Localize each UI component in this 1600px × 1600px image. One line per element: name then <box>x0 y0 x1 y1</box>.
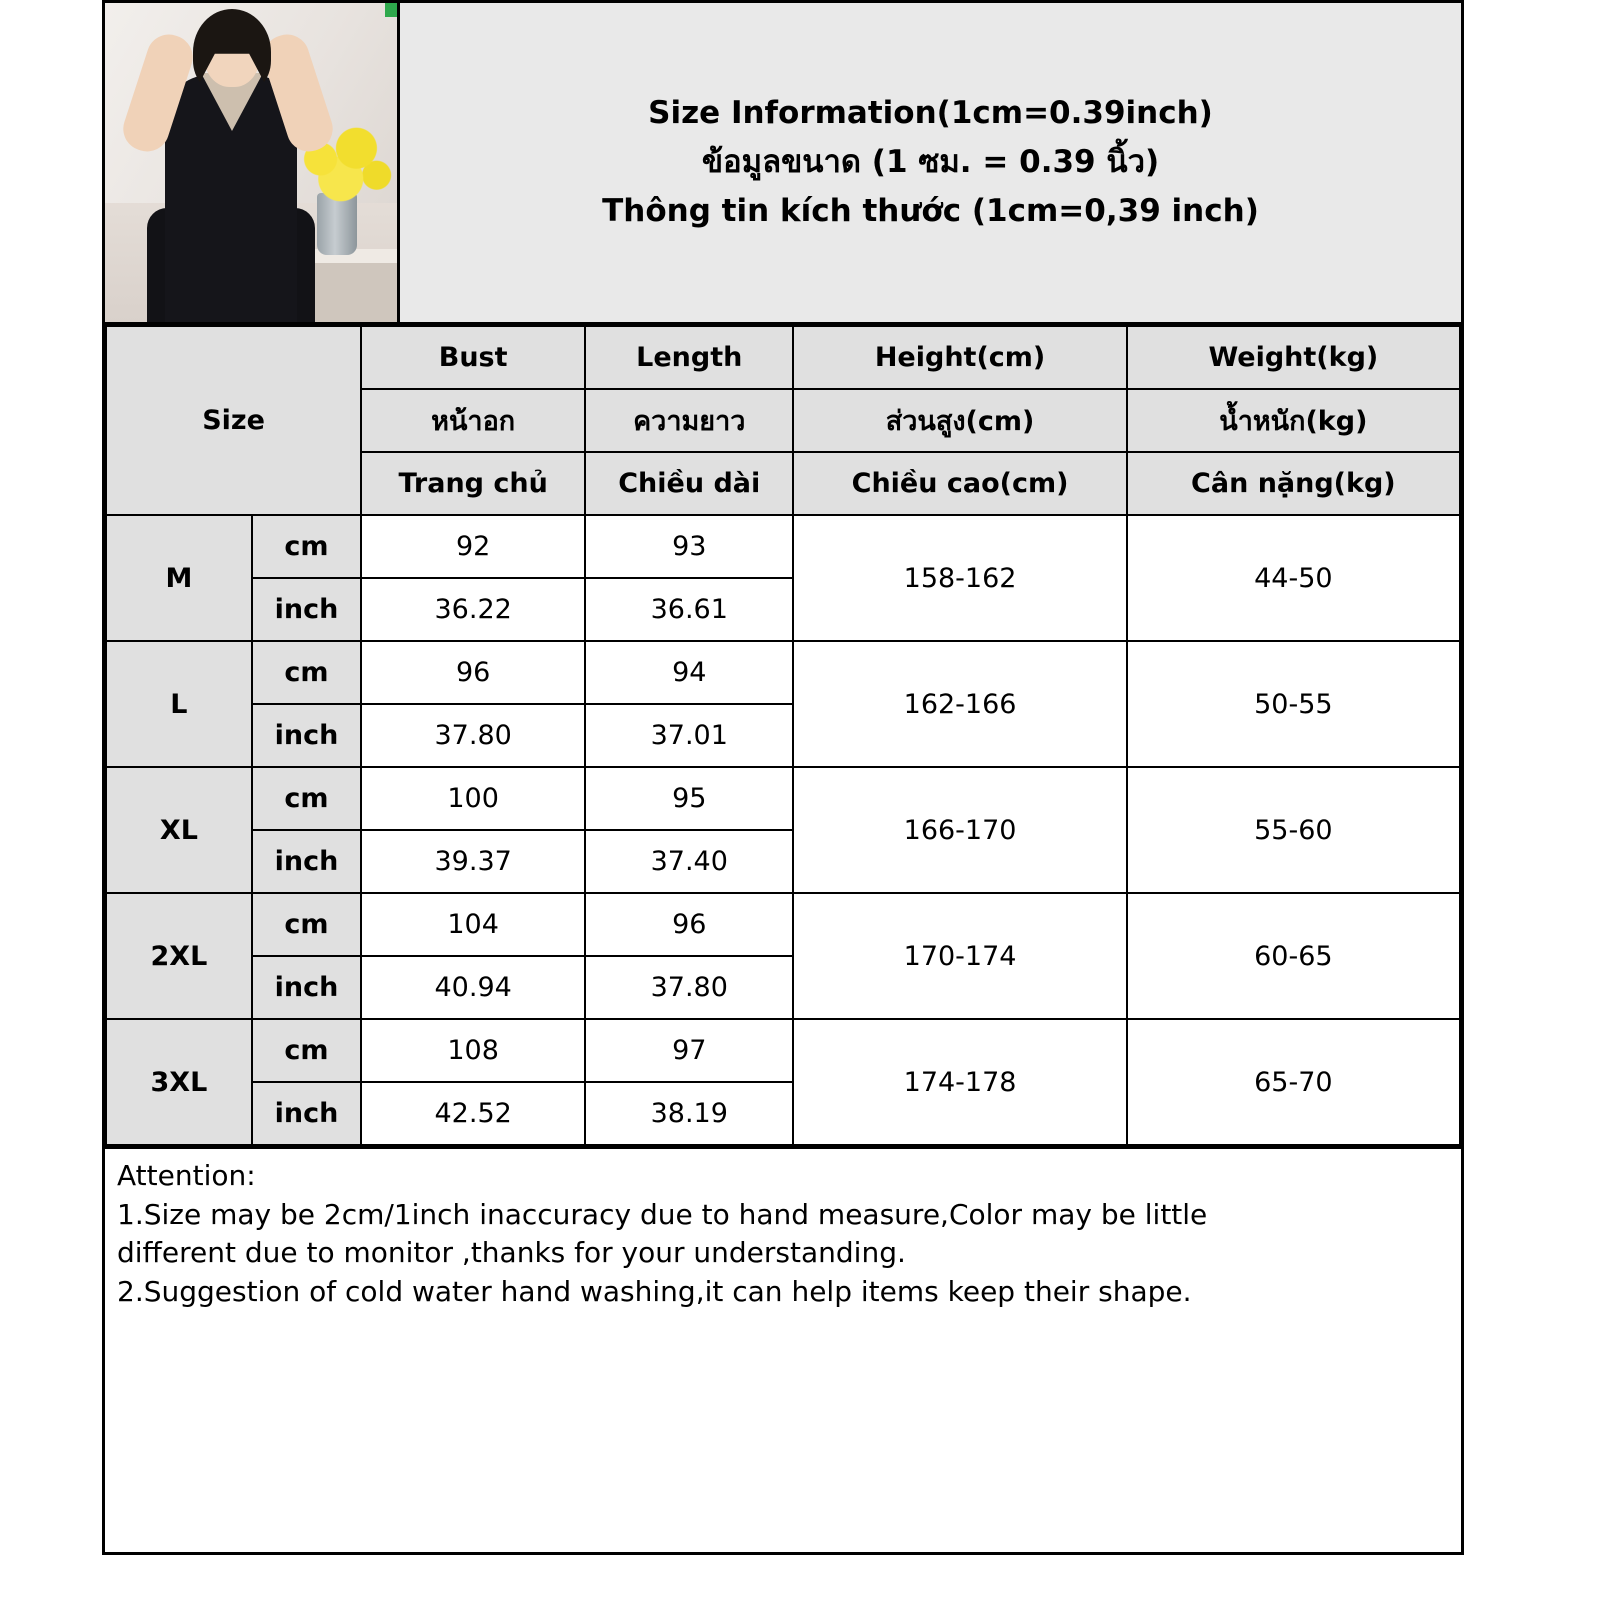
photo-side-table <box>300 253 400 322</box>
row-size-l: L <box>106 641 252 767</box>
unit-inch: inch <box>252 578 361 641</box>
col-header-length-vi: Chiều dài <box>585 452 793 515</box>
col-header-weight-th: น้ำหนัก(kg) <box>1127 389 1460 452</box>
col-header-height-th: ส่วนสูง(cm) <box>793 389 1126 452</box>
unit-cm: cm <box>252 641 361 704</box>
m-bust-inch: 36.22 <box>361 578 585 641</box>
title-line-vi: Thông tin kích thước (1cm=0,39 inch) <box>602 193 1259 230</box>
unit-inch: inch <box>252 1082 361 1145</box>
title-line-en: Size Information(1cm=0.39inch) <box>648 94 1213 131</box>
col-header-bust-vi: Trang chủ <box>361 452 585 515</box>
unit-cm: cm <box>252 1019 361 1082</box>
xl-bust-inch: 39.37 <box>361 830 585 893</box>
row-size-3xl: 3XL <box>106 1019 252 1145</box>
table-row <box>106 893 1460 956</box>
chart-header <box>105 3 1461 325</box>
unit-inch: inch <box>252 704 361 767</box>
unit-inch: inch <box>252 830 361 893</box>
xl-length-inch: 37.40 <box>585 830 793 893</box>
size-header-cell: Size <box>106 326 361 515</box>
title-block <box>400 3 1461 322</box>
l-bust-cm: 96 <box>361 641 585 704</box>
col-header-weight-vi: Cân nặng(kg) <box>1127 452 1460 515</box>
xl-height: 166-170 <box>793 767 1126 893</box>
2xl-bust-cm: 104 <box>361 893 585 956</box>
3xl-bust-cm: 108 <box>361 1019 585 1082</box>
col-header-length-th: ความยาว <box>585 389 793 452</box>
attention-line-3: 2.Suggestion of cold water hand washing,it can help items keep their shape. <box>117 1274 1192 1308</box>
xl-bust-cm: 100 <box>361 767 585 830</box>
table-row <box>106 641 1460 704</box>
attention-heading: Attention: <box>117 1159 256 1192</box>
measurements-table <box>105 325 1461 1146</box>
size-chart <box>102 0 1464 1555</box>
xl-weight: 55-60 <box>1127 767 1460 893</box>
col-header-height-en: Height(cm) <box>793 326 1126 389</box>
2xl-bust-inch: 40.94 <box>361 956 585 1019</box>
3xl-length-cm: 97 <box>585 1019 793 1082</box>
3xl-length-inch: 38.19 <box>585 1082 793 1145</box>
table-row <box>106 515 1460 578</box>
m-bust-cm: 92 <box>361 515 585 578</box>
m-weight: 44-50 <box>1127 515 1460 641</box>
table-row <box>106 1019 1460 1082</box>
col-header-bust-th: หน้าอก <box>361 389 585 452</box>
l-bust-inch: 37.80 <box>361 704 585 767</box>
m-length-cm: 93 <box>585 515 793 578</box>
col-header-weight-en: Weight(kg) <box>1127 326 1460 389</box>
l-length-inch: 37.01 <box>585 704 793 767</box>
col-header-length-en: Length <box>585 326 793 389</box>
m-height: 158-162 <box>793 515 1126 641</box>
attention-block <box>105 1146 1461 1552</box>
title-line-th: ข้อมูลขนาด (1 ซม. = 0.39 นิ้ว) <box>701 143 1160 180</box>
unit-cm: cm <box>252 767 361 830</box>
m-length-inch: 36.61 <box>585 578 793 641</box>
col-header-height-vi: Chiều cao(cm) <box>793 452 1126 515</box>
unit-cm: cm <box>252 893 361 956</box>
l-length-cm: 94 <box>585 641 793 704</box>
row-size-m: M <box>106 515 252 641</box>
table-row <box>106 767 1460 830</box>
attention-line-1: 1.Size may be 2cm/1inch inaccuracy due to hand measure,Color may be little <box>117 1197 1208 1231</box>
xl-length-cm: 95 <box>585 767 793 830</box>
unit-cm: cm <box>252 515 361 578</box>
table-header-row-en <box>106 326 1460 389</box>
2xl-length-inch: 37.80 <box>585 956 793 1019</box>
2xl-length-cm: 96 <box>585 893 793 956</box>
row-size-xl: XL <box>106 767 252 893</box>
2xl-height: 170-174 <box>793 893 1126 1019</box>
3xl-bust-inch: 42.52 <box>361 1082 585 1145</box>
row-size-2xl: 2XL <box>106 893 252 1019</box>
2xl-weight: 60-65 <box>1127 893 1460 1019</box>
product-photo <box>105 3 400 322</box>
green-marker-icon <box>385 3 397 17</box>
attention-line-2: different due to monitor ,thanks for your understanding. <box>117 1236 906 1270</box>
3xl-height: 174-178 <box>793 1019 1126 1145</box>
l-height: 162-166 <box>793 641 1126 767</box>
l-weight: 50-55 <box>1127 641 1460 767</box>
unit-inch: inch <box>252 956 361 1019</box>
col-header-bust-en: Bust <box>361 326 585 389</box>
3xl-weight: 65-70 <box>1127 1019 1460 1145</box>
